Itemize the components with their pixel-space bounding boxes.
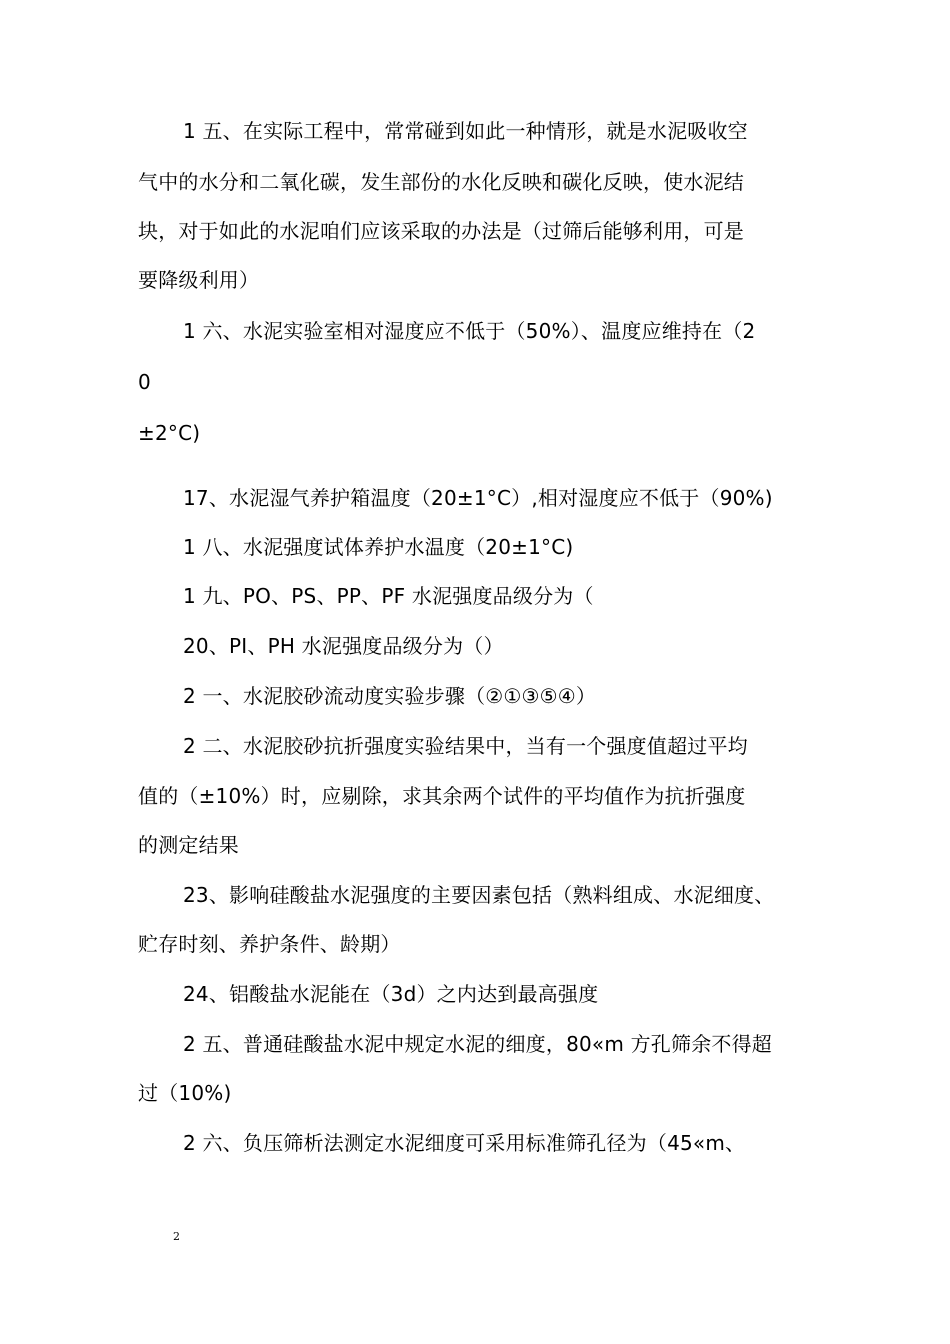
text-line: 2 五、普通硅酸盐水泥中规定水泥的细度，80«m 方孔筛余不得超 (183, 1032, 773, 1056)
text-line: 1 八、水泥强度试体养护水温度（20±1°C) (183, 535, 574, 559)
text-line: 1 九、PO、PS、PP、PF 水泥强度品级分为（ (183, 584, 594, 608)
text-line: ±2°C) (138, 421, 201, 445)
text-line: 2 一、水泥胶砂流动度实验步骤（②①③⑤④） (183, 684, 597, 708)
page-number: 2 (173, 1230, 180, 1243)
text-line: 2 二、水泥胶砂抗折强度实验结果中，当有一个强度值超过平均 (183, 734, 748, 758)
text-line: 23、影响硅酸盐水泥强度的主要因素包括（熟料组成、水泥细度、 (183, 883, 775, 907)
text-line: 块，对于如此的水泥咱们应该采取的办法是（过筛后能够利用，可是 (138, 219, 744, 243)
text-line: 的测定结果 (138, 833, 239, 857)
text-line: 值的（±10%）时，应剔除，求其余两个试件的平均值作为抗折强度 (138, 784, 746, 808)
text-line: 17、水泥湿气养护箱温度（20±1°C）,相对湿度应不低于（90%) (183, 486, 773, 510)
text-line: 20、PI、PH 水泥强度品级分为（） (183, 634, 504, 658)
text-line: 要降级利用） (138, 268, 260, 292)
text-line: 24、铝酸盐水泥能在（3d）之内达到最高强度 (183, 982, 599, 1006)
text-line: 1 六、水泥实验室相对湿度应不低于（50%）、温度应维持在（2 (183, 319, 756, 343)
text-line: 过（10%) (138, 1081, 232, 1105)
text-line: 1 五、在实际工程中，常常碰到如此一种情形，就是水泥吸收空 (183, 119, 748, 143)
text-line: 0 (138, 370, 151, 394)
text-line: 贮存时刻、养护条件、龄期） (138, 932, 401, 956)
text-line: 气中的水分和二氧化碳，发生部份的水化反映和碳化反映，使水泥结 (138, 170, 744, 194)
text-line: 2 六、负压筛析法测定水泥细度可采用标准筛孔径为（45«m、 (183, 1131, 746, 1155)
